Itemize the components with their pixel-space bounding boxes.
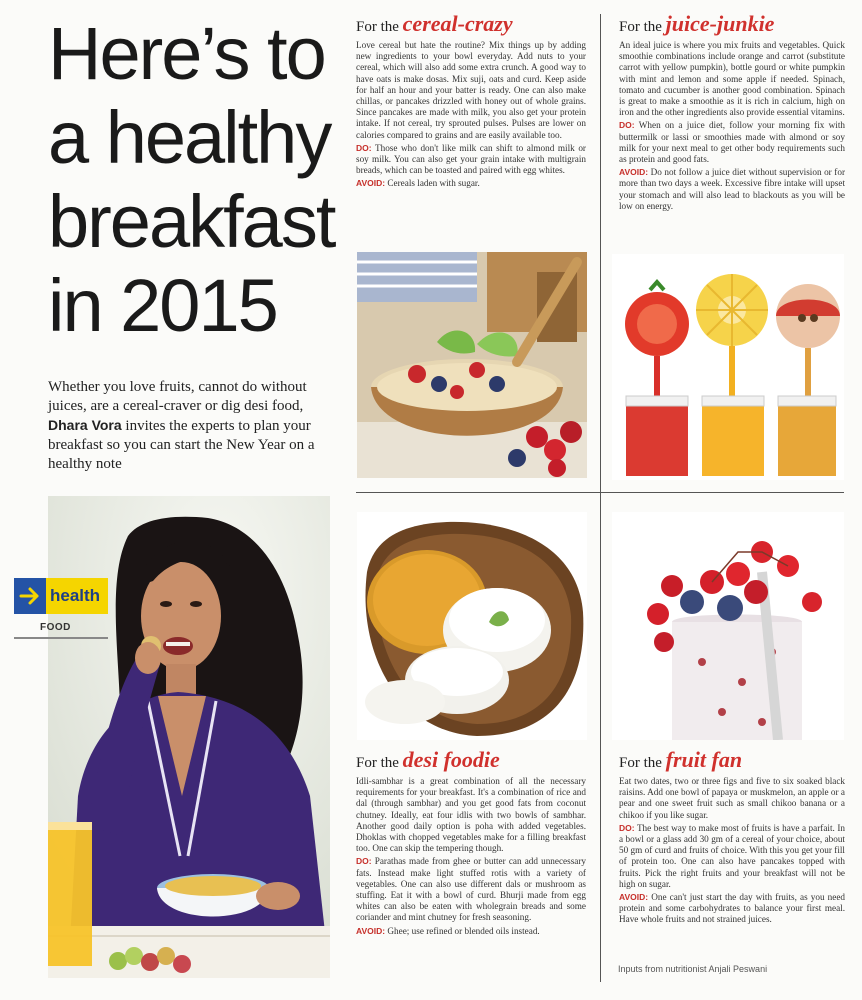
section-heading-cereal xyxy=(356,11,586,37)
heading-prefix: For the xyxy=(619,19,666,35)
avoid-label: AVOID: xyxy=(619,167,649,178)
heading-prefix: For the xyxy=(356,19,403,35)
avoid-label: AVOID: xyxy=(356,178,386,189)
food-label: FOOD xyxy=(40,622,71,633)
health-section-tag xyxy=(14,578,108,614)
author-name: Dhara Vora xyxy=(48,417,122,433)
do-label: DO: xyxy=(619,120,635,131)
section-body: Idli-sambhar is a great combination of all the necessary requirements for your breakfast. It's a combination of rice and dal (through sambhar) and you get good fats from coconut chutney. Ideally, eat four idlis with two bowls of sambhar. Another good daily option is poha with added vegetables. Dhoklas with chopped vegetables make for a filling breakfast too. One can skip the tempering though. xyxy=(356,776,586,854)
section-body: Eat two dates, two or three figs and five to six soaked black raisins. Add one bowl of papaya or muskmelon, an apple or a pear and one sweet fruit such as small chikoo banana or a chikoo if you like sugar. xyxy=(619,776,845,820)
section-heading-juice xyxy=(619,11,845,37)
section-cereal xyxy=(356,11,586,192)
horizontal-divider xyxy=(356,492,844,493)
do-text: The best way to make most of fruits is have a parfait. In a bowl or a glass add 30 gm of a cereal of your choice, about 50 gm of curd and fruits of choice. With this you get your fill of protein too. One can also have pancakes topped with fruits. Pick the right fruits and your breakfast will not be high on sugar. xyxy=(619,822,845,889)
headline-line-1: Here’s to xyxy=(48,12,325,95)
do-text: Those who don't like milk can shift to almond milk or soy milk. You can also get your grain intake with multigrain breads, which can be toasted and paired with egg whites. xyxy=(356,142,586,176)
do-text: When on a juice diet, follow your morning fix with buttermilk or lassi or smoothies made with almond or soy milk for your next meal to get other body requirements such as protein and good fats. xyxy=(619,120,845,165)
heading-prefix: For the xyxy=(619,755,666,771)
avoid-text: Cereals laden with sugar. xyxy=(385,178,480,189)
section-fruit xyxy=(619,747,845,928)
vertical-divider xyxy=(600,14,601,982)
avoid-tip xyxy=(619,167,845,212)
cereal-bowl-photo xyxy=(357,252,587,478)
tag-underline xyxy=(14,637,108,639)
woman-eating-photo xyxy=(48,496,330,978)
avoid-text: Do not follow a juice diet without supervision or for more than two days a week. Excessive fibre intake will upset your stomach and will also lead to blackouts as you will be low on energy. xyxy=(619,167,845,211)
do-label: DO: xyxy=(619,822,635,833)
headline-line-4: in 2015 xyxy=(48,264,277,347)
arrow-right-icon xyxy=(14,578,46,614)
heading-prefix: For the xyxy=(356,755,403,771)
do-tip xyxy=(619,120,845,165)
health-label: health xyxy=(50,586,101,605)
avoid-text: One can't just start the day with fruits, as you need protein and some carbohydrates to balance your first meal. Have whole fruits and not strained juices. xyxy=(619,892,845,925)
heading-accent: fruit fan xyxy=(665,747,743,772)
section-heading-desi xyxy=(356,747,586,773)
fruit-parfait-photo xyxy=(612,512,844,740)
intro-before: Whether you love fruits, cannot do without juices, are a cereal-craver or dig desi food, xyxy=(48,379,307,414)
headline-line-2: a healthy xyxy=(48,96,331,179)
nutritionist-credit: Inputs from nutritionist Anjali Peswani xyxy=(618,964,768,974)
idli-sambhar-photo xyxy=(357,512,587,740)
fruit-juices-photo xyxy=(612,254,844,480)
headline xyxy=(48,12,348,348)
do-text: Parathas made from ghee or butter can add unnecessary fats. Instead make light stuffed rotis with a variety of vegetables. One can also use different dals or mushroom as stuffing. Eat it with a bowl of curd. Bhurji made from egg whites can also be eaten with wholegrain breads and some coriander and mint chutney for fresh seasoning. xyxy=(356,856,586,923)
section-desi xyxy=(356,747,586,939)
do-tip xyxy=(356,856,586,923)
avoid-text: Ghee; use refined or blended oils instead. xyxy=(385,925,540,936)
headline-line-3: breakfast xyxy=(48,180,335,263)
do-tip xyxy=(619,823,845,890)
do-label: DO: xyxy=(356,142,372,153)
avoid-tip xyxy=(619,892,845,926)
intro-paragraph xyxy=(48,378,340,474)
do-tip xyxy=(356,143,586,177)
avoid-tip xyxy=(356,926,586,937)
section-heading-fruit xyxy=(619,747,845,773)
avoid-tip xyxy=(356,178,586,189)
heading-accent: cereal-crazy xyxy=(402,11,513,36)
section-juice xyxy=(619,11,845,214)
avoid-label: AVOID: xyxy=(356,925,386,936)
intro-after: invites the experts to plan your breakfast so you can start the New Year on a healthy note xyxy=(48,418,315,472)
heading-accent: juice-junkie xyxy=(665,11,775,36)
do-label: DO: xyxy=(356,856,372,867)
heading-accent: desi foodie xyxy=(402,747,500,772)
avoid-label: AVOID: xyxy=(619,892,649,903)
section-body: Love cereal but hate the routine? Mix things up by adding new ingredients to your bowl everyday. Add nuts to your cereal, which will also add some extra crunch. A good way to have oats is make dosas. Mix suji, oats and curd. Keep aside for half an hour and your batter is ready. One can also make chillas, or pancakes drizzled with honey out of whole grains. Since pancakes are made with milk, you also get your protein intake. If not cereal, try sprouted pulses. Pulses are lower on calories compared to grains and are easily available too. xyxy=(356,40,586,140)
section-body: An ideal juice is where you mix fruits and vegetables. Quick smoothie combinations include orange and carrot (substitute carrot with yellow pumpkin), bottle gourd or white pumpkin with mint and lemon and some apple if needed. Spinach, tomato and cucumber is another good combination. Spinach is great to make a smoothie as it is rich in calcium, high on iron and the other ingredients also provide essential vitamins. xyxy=(619,40,845,118)
